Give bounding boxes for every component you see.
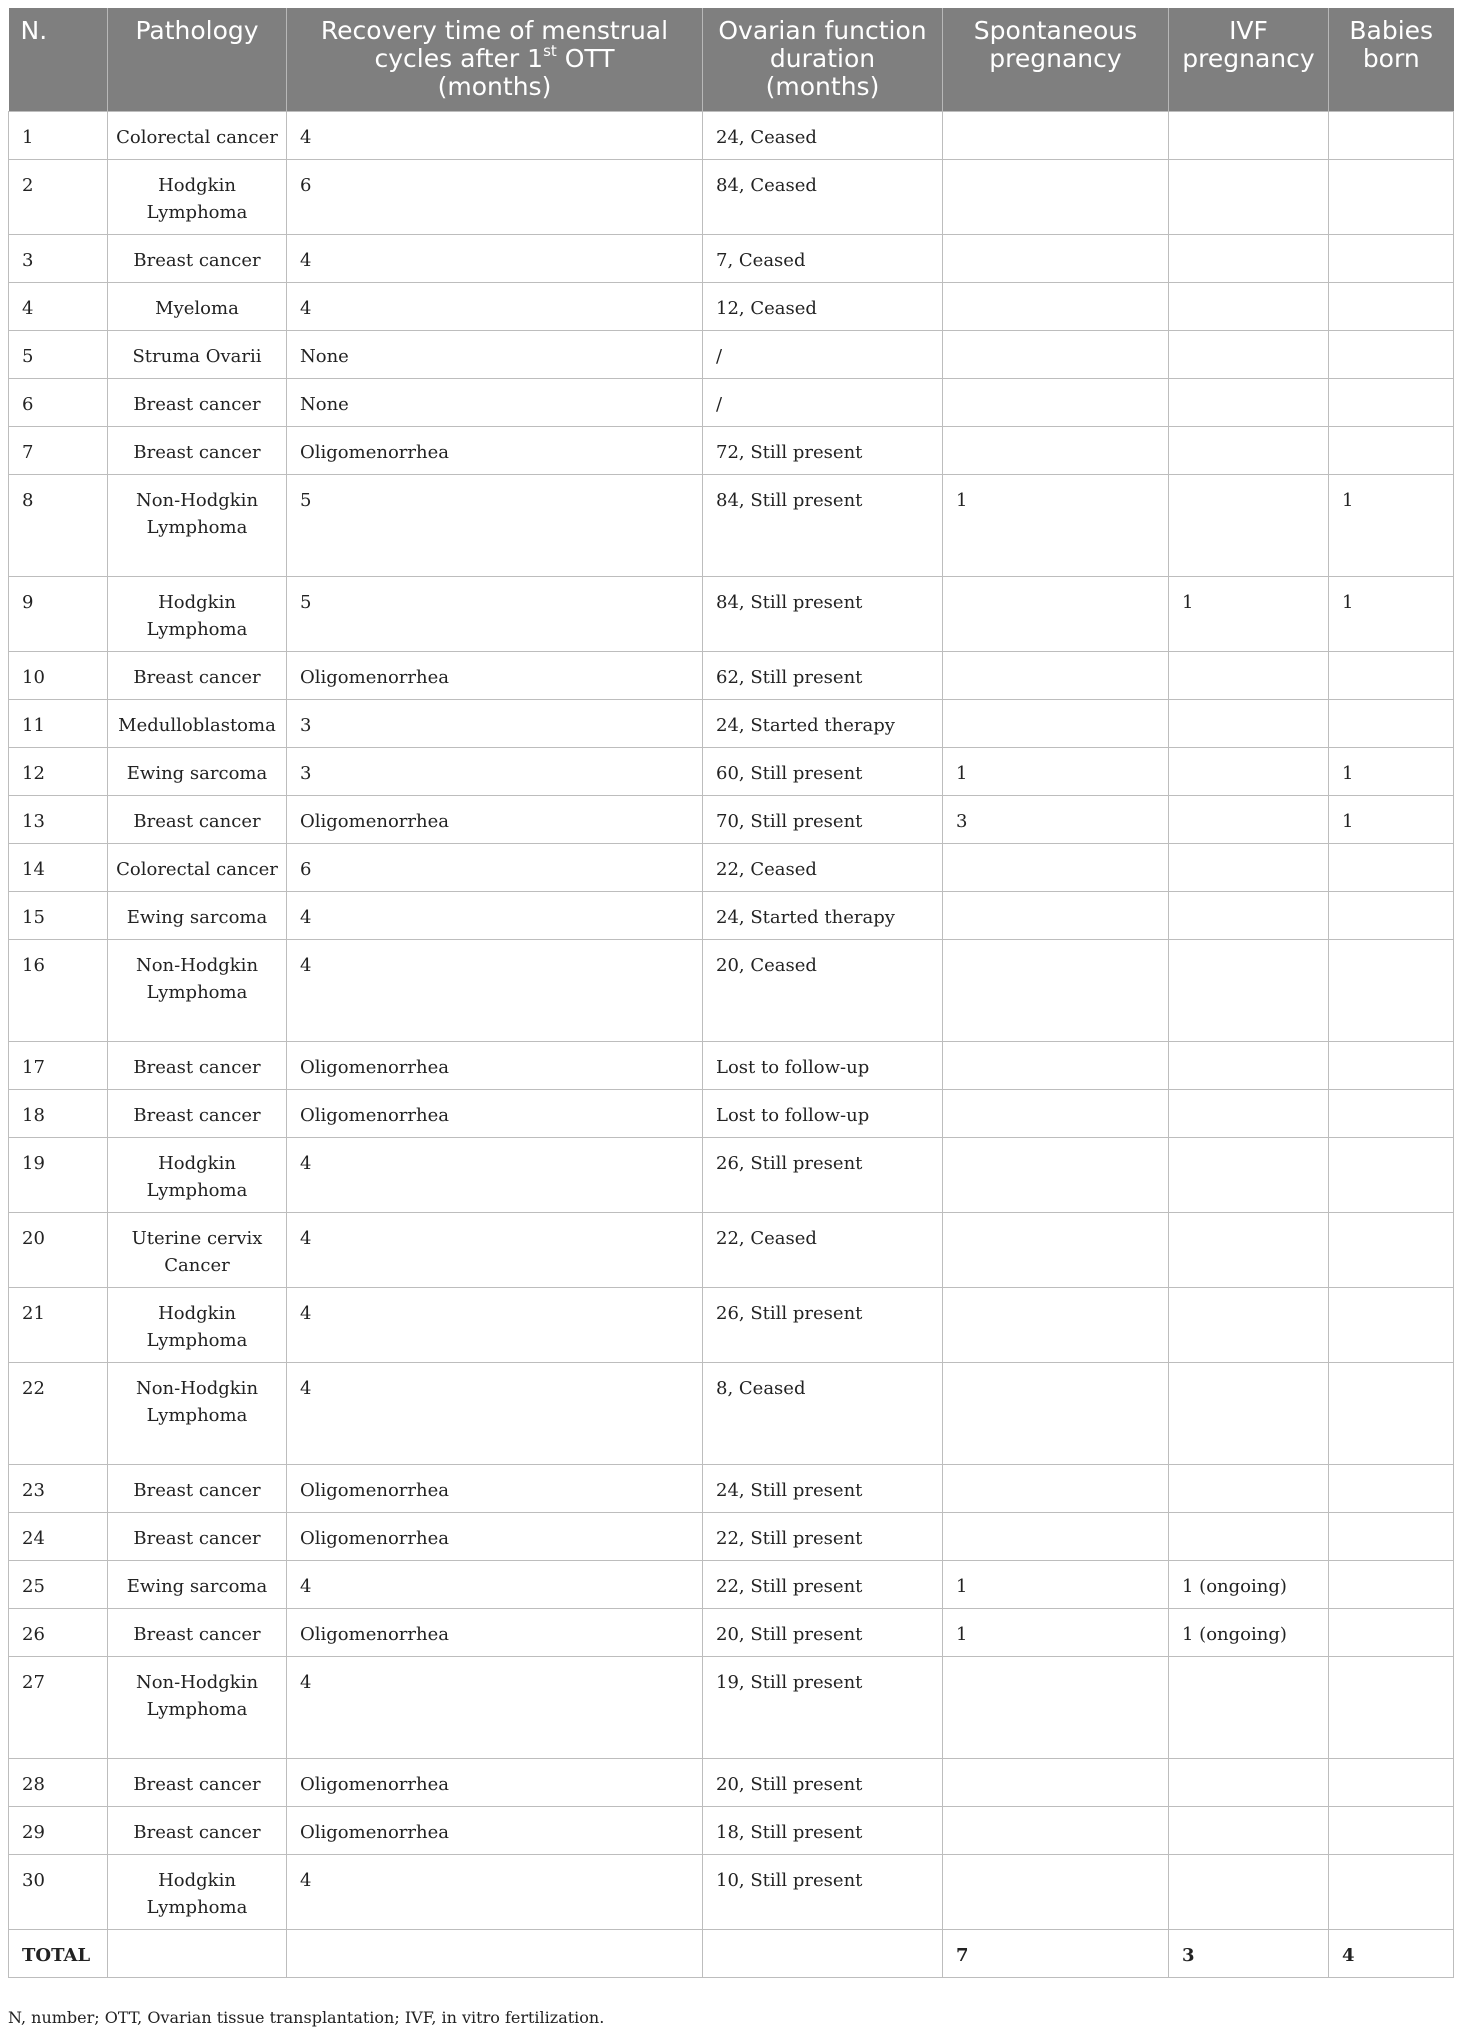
header-ovarian-duration <box>703 8 943 112</box>
cell-n: 30 <box>9 1855 108 1930</box>
cell-ivf <box>1169 1807 1329 1855</box>
table-row <box>9 1855 1454 1930</box>
table-row <box>9 844 1454 892</box>
table-row <box>9 427 1454 475</box>
cell-pathology: Breast cancer <box>108 652 287 700</box>
table-footnote: N, number; OTT, Ovarian tissue transplantation; IVF, in vitro fertilization. <box>8 2008 605 2027</box>
cell-pathology: Breast cancer <box>108 796 287 844</box>
cell-n: 3 <box>9 235 108 283</box>
cell-spontaneous <box>943 1213 1169 1288</box>
cell-duration: 84, Still present <box>703 475 943 577</box>
cell-recovery: 4 <box>287 1363 703 1465</box>
table-row <box>9 1513 1454 1561</box>
cell-n: 9 <box>9 577 108 652</box>
cell-pathology: Breast cancer <box>108 1807 287 1855</box>
cell-ivf <box>1169 1759 1329 1807</box>
cell-n: 21 <box>9 1288 108 1363</box>
cell-pathology: Non-Hodgkin Lymphoma <box>108 1657 287 1759</box>
cell-babies <box>1329 1213 1454 1288</box>
cell-spontaneous <box>943 892 1169 940</box>
header-ivf: IVF pregnancy <box>1169 8 1329 112</box>
cell-recovery: 6 <box>287 160 703 235</box>
header-recovery-text: Recovery time of menstrual cycles after 1 <box>320 16 669 73</box>
cell-babies: 1 <box>1329 796 1454 844</box>
cell-duration: 8, Ceased <box>703 1363 943 1465</box>
cell-pathology: Struma Ovarii <box>108 331 287 379</box>
cell-pathology: Non-Hodgkin Lymphoma <box>108 1363 287 1465</box>
table-row <box>9 700 1454 748</box>
cell-ivf <box>1169 1513 1329 1561</box>
table-row <box>9 1363 1454 1465</box>
cell-recovery: 4 <box>287 892 703 940</box>
cell-recovery: 4 <box>287 940 703 1042</box>
cell-spontaneous <box>943 1288 1169 1363</box>
cell-recovery: 3 <box>287 700 703 748</box>
cell-babies <box>1329 1561 1454 1609</box>
table-row <box>9 331 1454 379</box>
cell-recovery: 4 <box>287 283 703 331</box>
table-row <box>9 160 1454 235</box>
cell-n: 2 <box>9 160 108 235</box>
cell-babies <box>1329 1855 1454 1930</box>
cell-pathology: Breast cancer <box>108 1090 287 1138</box>
cell-n: 13 <box>9 796 108 844</box>
table-row <box>9 379 1454 427</box>
cell-ivf <box>1169 283 1329 331</box>
cell-babies <box>1329 1513 1454 1561</box>
cell-recovery: 4 <box>287 1561 703 1609</box>
cell-ivf <box>1169 1138 1329 1213</box>
cell-n: 6 <box>9 379 108 427</box>
cell-babies <box>1329 1090 1454 1138</box>
table-row <box>9 235 1454 283</box>
table-row <box>9 1807 1454 1855</box>
cell-ivf <box>1169 379 1329 427</box>
header-pathology: Pathology <box>108 8 287 112</box>
header-ovarian-unit: (months) <box>765 72 880 101</box>
cell-pathology: Breast cancer <box>108 379 287 427</box>
cell-babies <box>1329 379 1454 427</box>
total-empty <box>108 1930 287 1978</box>
cell-spontaneous <box>943 160 1169 235</box>
cell-duration: 70, Still present <box>703 796 943 844</box>
cell-recovery: Oligomenorrhea <box>287 1759 703 1807</box>
header-recovery-sup: st <box>543 41 557 60</box>
cell-duration: 84, Still present <box>703 577 943 652</box>
cell-recovery: 4 <box>287 235 703 283</box>
cell-recovery: 4 <box>287 1288 703 1363</box>
cell-recovery: None <box>287 379 703 427</box>
cell-babies <box>1329 331 1454 379</box>
cell-spontaneous <box>943 112 1169 160</box>
cell-babies <box>1329 1807 1454 1855</box>
cell-spontaneous <box>943 844 1169 892</box>
cell-duration: / <box>703 379 943 427</box>
table-row <box>9 1213 1454 1288</box>
table-row <box>9 283 1454 331</box>
cell-spontaneous <box>943 1363 1169 1465</box>
cell-babies <box>1329 283 1454 331</box>
total-babies: 4 <box>1329 1930 1454 1978</box>
cell-babies: 1 <box>1329 748 1454 796</box>
total-empty <box>287 1930 703 1978</box>
cell-pathology: Breast cancer <box>108 427 287 475</box>
cell-n: 5 <box>9 331 108 379</box>
cell-pathology: Non-Hodgkin Lymphoma <box>108 475 287 577</box>
cell-ivf <box>1169 1042 1329 1090</box>
cell-recovery: Oligomenorrhea <box>287 1090 703 1138</box>
cell-ivf <box>1169 1465 1329 1513</box>
cell-ivf <box>1169 1363 1329 1465</box>
cell-babies <box>1329 1609 1454 1657</box>
cell-n: 24 <box>9 1513 108 1561</box>
cell-recovery: Oligomenorrhea <box>287 796 703 844</box>
cell-spontaneous <box>943 1513 1169 1561</box>
cell-spontaneous: 1 <box>943 1561 1169 1609</box>
table-row <box>9 1657 1454 1759</box>
table-row <box>9 1609 1454 1657</box>
cell-babies <box>1329 1042 1454 1090</box>
cell-duration: 26, Still present <box>703 1288 943 1363</box>
cell-n: 10 <box>9 652 108 700</box>
cell-babies <box>1329 1363 1454 1465</box>
cell-spontaneous <box>943 283 1169 331</box>
cell-pathology: Hodgkin Lymphoma <box>108 1138 287 1213</box>
total-label: TOTAL <box>9 1930 108 1978</box>
cell-ivf <box>1169 1090 1329 1138</box>
cell-ivf <box>1169 940 1329 1042</box>
cell-duration: 22, Ceased <box>703 844 943 892</box>
cell-duration: 84, Ceased <box>703 160 943 235</box>
cell-babies <box>1329 700 1454 748</box>
cell-ivf <box>1169 652 1329 700</box>
cell-babies <box>1329 112 1454 160</box>
cell-n: 4 <box>9 283 108 331</box>
cell-duration: 18, Still present <box>703 1807 943 1855</box>
data-table <box>8 8 1454 1978</box>
cell-duration: 19, Still present <box>703 1657 943 1759</box>
cell-babies <box>1329 235 1454 283</box>
table-row <box>9 112 1454 160</box>
cell-recovery: Oligomenorrhea <box>287 1807 703 1855</box>
table-row <box>9 652 1454 700</box>
cell-pathology: Hodgkin Lymphoma <box>108 1855 287 1930</box>
cell-pathology: Breast cancer <box>108 1465 287 1513</box>
cell-n: 29 <box>9 1807 108 1855</box>
cell-babies <box>1329 652 1454 700</box>
header-recovery <box>287 8 703 112</box>
cell-babies <box>1329 892 1454 940</box>
cell-recovery: 4 <box>287 1213 703 1288</box>
cell-pathology: Hodgkin Lymphoma <box>108 1288 287 1363</box>
cell-pathology: Hodgkin Lymphoma <box>108 577 287 652</box>
header-babies: Babies born <box>1329 8 1454 112</box>
cell-pathology: Breast cancer <box>108 235 287 283</box>
cell-ivf <box>1169 1213 1329 1288</box>
cell-spontaneous <box>943 1855 1169 1930</box>
cell-ivf <box>1169 1657 1329 1759</box>
cell-pathology: Colorectal cancer <box>108 112 287 160</box>
cell-ivf <box>1169 427 1329 475</box>
cell-duration: 7, Ceased <box>703 235 943 283</box>
total-ivf: 3 <box>1169 1930 1329 1978</box>
cell-pathology: Ewing sarcoma <box>108 1561 287 1609</box>
cell-ivf <box>1169 1288 1329 1363</box>
cell-duration: / <box>703 331 943 379</box>
header-recovery-unit: (months) <box>437 72 552 101</box>
cell-duration: 22, Still present <box>703 1561 943 1609</box>
cell-pathology: Medulloblastoma <box>108 700 287 748</box>
table-row <box>9 1465 1454 1513</box>
cell-pathology: Breast cancer <box>108 1513 287 1561</box>
cell-pathology: Breast cancer <box>108 1759 287 1807</box>
cell-recovery: 6 <box>287 844 703 892</box>
table-row <box>9 1042 1454 1090</box>
header-n: N. <box>9 8 108 112</box>
cell-duration: Lost to follow-up <box>703 1090 943 1138</box>
cell-babies <box>1329 1465 1454 1513</box>
cell-babies: 1 <box>1329 475 1454 577</box>
cell-spontaneous <box>943 1090 1169 1138</box>
cell-ivf: 1 <box>1169 577 1329 652</box>
header-ovarian-text: Ovarian function duration <box>718 16 927 73</box>
cell-babies <box>1329 940 1454 1042</box>
cell-spontaneous: 3 <box>943 796 1169 844</box>
cell-n: 11 <box>9 700 108 748</box>
table-row <box>9 1288 1454 1363</box>
cell-babies <box>1329 1138 1454 1213</box>
cell-n: 27 <box>9 1657 108 1759</box>
table-row <box>9 577 1454 652</box>
cell-n: 14 <box>9 844 108 892</box>
table-header <box>9 8 1454 112</box>
cell-duration: 24, Ceased <box>703 112 943 160</box>
header-recovery-ott: OTT <box>556 44 615 73</box>
cell-ivf <box>1169 700 1329 748</box>
cell-babies <box>1329 1759 1454 1807</box>
cell-ivf <box>1169 748 1329 796</box>
cell-n: 20 <box>9 1213 108 1288</box>
table-row <box>9 1561 1454 1609</box>
cell-n: 19 <box>9 1138 108 1213</box>
cell-recovery: Oligomenorrhea <box>287 427 703 475</box>
cell-spontaneous <box>943 652 1169 700</box>
cell-spontaneous: 1 <box>943 748 1169 796</box>
cell-spontaneous <box>943 1465 1169 1513</box>
cell-n: 15 <box>9 892 108 940</box>
header-spontaneous: Spontaneous pregnancy <box>943 8 1169 112</box>
cell-recovery: Oligomenorrhea <box>287 1513 703 1561</box>
cell-duration: 24, Started therapy <box>703 892 943 940</box>
total-row <box>9 1930 1454 1978</box>
cell-n: 23 <box>9 1465 108 1513</box>
cell-duration: 26, Still present <box>703 1138 943 1213</box>
cell-spontaneous <box>943 1657 1169 1759</box>
cell-pathology: Non-Hodgkin Lymphoma <box>108 940 287 1042</box>
cell-babies <box>1329 1288 1454 1363</box>
cell-recovery: None <box>287 331 703 379</box>
cell-pathology: Uterine cervix Cancer <box>108 1213 287 1288</box>
cell-babies <box>1329 160 1454 235</box>
cell-n: 22 <box>9 1363 108 1465</box>
cell-pathology: Ewing sarcoma <box>108 892 287 940</box>
cell-spontaneous <box>943 427 1169 475</box>
cell-babies <box>1329 1657 1454 1759</box>
total-empty <box>703 1930 943 1978</box>
cell-duration: 24, Still present <box>703 1465 943 1513</box>
cell-ivf <box>1169 796 1329 844</box>
table-row <box>9 796 1454 844</box>
cell-n: 1 <box>9 112 108 160</box>
cell-babies <box>1329 844 1454 892</box>
table-row <box>9 1138 1454 1213</box>
cell-duration: 12, Ceased <box>703 283 943 331</box>
cell-duration: 24, Started therapy <box>703 700 943 748</box>
cell-spontaneous: 1 <box>943 1609 1169 1657</box>
table-row <box>9 892 1454 940</box>
cell-ivf <box>1169 235 1329 283</box>
cell-pathology: Breast cancer <box>108 1609 287 1657</box>
cell-recovery: 4 <box>287 112 703 160</box>
cell-ivf <box>1169 892 1329 940</box>
cell-ivf <box>1169 160 1329 235</box>
cell-babies: 1 <box>1329 577 1454 652</box>
cell-ivf <box>1169 331 1329 379</box>
cell-ivf <box>1169 475 1329 577</box>
cell-pathology: Breast cancer <box>108 1042 287 1090</box>
cell-spontaneous <box>943 1759 1169 1807</box>
cell-spontaneous <box>943 379 1169 427</box>
cell-duration: 60, Still present <box>703 748 943 796</box>
cell-ivf <box>1169 1855 1329 1930</box>
cell-pathology: Colorectal cancer <box>108 844 287 892</box>
cell-pathology: Ewing sarcoma <box>108 748 287 796</box>
cell-n: 17 <box>9 1042 108 1090</box>
cell-recovery: 5 <box>287 475 703 577</box>
cell-recovery: 4 <box>287 1657 703 1759</box>
cell-pathology: Myeloma <box>108 283 287 331</box>
cell-pathology: Hodgkin Lymphoma <box>108 160 287 235</box>
cell-spontaneous: 1 <box>943 475 1169 577</box>
data-table-container <box>8 8 1453 1978</box>
cell-recovery: Oligomenorrhea <box>287 652 703 700</box>
cell-n: 12 <box>9 748 108 796</box>
cell-duration: 72, Still present <box>703 427 943 475</box>
cell-n: 7 <box>9 427 108 475</box>
cell-duration: 10, Still present <box>703 1855 943 1930</box>
table-row <box>9 748 1454 796</box>
cell-n: 16 <box>9 940 108 1042</box>
total-spontaneous: 7 <box>943 1930 1169 1978</box>
cell-n: 8 <box>9 475 108 577</box>
cell-spontaneous <box>943 1807 1169 1855</box>
table-body <box>9 112 1454 1978</box>
cell-duration: 20, Still present <box>703 1609 943 1657</box>
cell-recovery: Oligomenorrhea <box>287 1609 703 1657</box>
cell-duration: 22, Ceased <box>703 1213 943 1288</box>
table-row <box>9 1090 1454 1138</box>
cell-recovery: 4 <box>287 1855 703 1930</box>
cell-spontaneous <box>943 1042 1169 1090</box>
table-row <box>9 475 1454 577</box>
cell-ivf: 1 (ongoing) <box>1169 1609 1329 1657</box>
cell-n: 26 <box>9 1609 108 1657</box>
cell-duration: 20, Still present <box>703 1759 943 1807</box>
cell-recovery: Oligomenorrhea <box>287 1465 703 1513</box>
cell-ivf <box>1169 112 1329 160</box>
cell-recovery: Oligomenorrhea <box>287 1042 703 1090</box>
cell-spontaneous <box>943 700 1169 748</box>
table-row <box>9 940 1454 1042</box>
cell-ivf <box>1169 844 1329 892</box>
cell-recovery: 5 <box>287 577 703 652</box>
table-row <box>9 1759 1454 1807</box>
cell-ivf: 1 (ongoing) <box>1169 1561 1329 1609</box>
cell-duration: 22, Still present <box>703 1513 943 1561</box>
cell-spontaneous <box>943 331 1169 379</box>
cell-duration: 62, Still present <box>703 652 943 700</box>
cell-n: 28 <box>9 1759 108 1807</box>
cell-spontaneous <box>943 1138 1169 1213</box>
cell-spontaneous <box>943 577 1169 652</box>
cell-duration: Lost to follow-up <box>703 1042 943 1090</box>
cell-recovery: 3 <box>287 748 703 796</box>
cell-spontaneous <box>943 235 1169 283</box>
cell-recovery: 4 <box>287 1138 703 1213</box>
cell-spontaneous <box>943 940 1169 1042</box>
cell-babies <box>1329 427 1454 475</box>
cell-n: 25 <box>9 1561 108 1609</box>
cell-n: 18 <box>9 1090 108 1138</box>
header-row <box>9 8 1454 112</box>
cell-duration: 20, Ceased <box>703 940 943 1042</box>
